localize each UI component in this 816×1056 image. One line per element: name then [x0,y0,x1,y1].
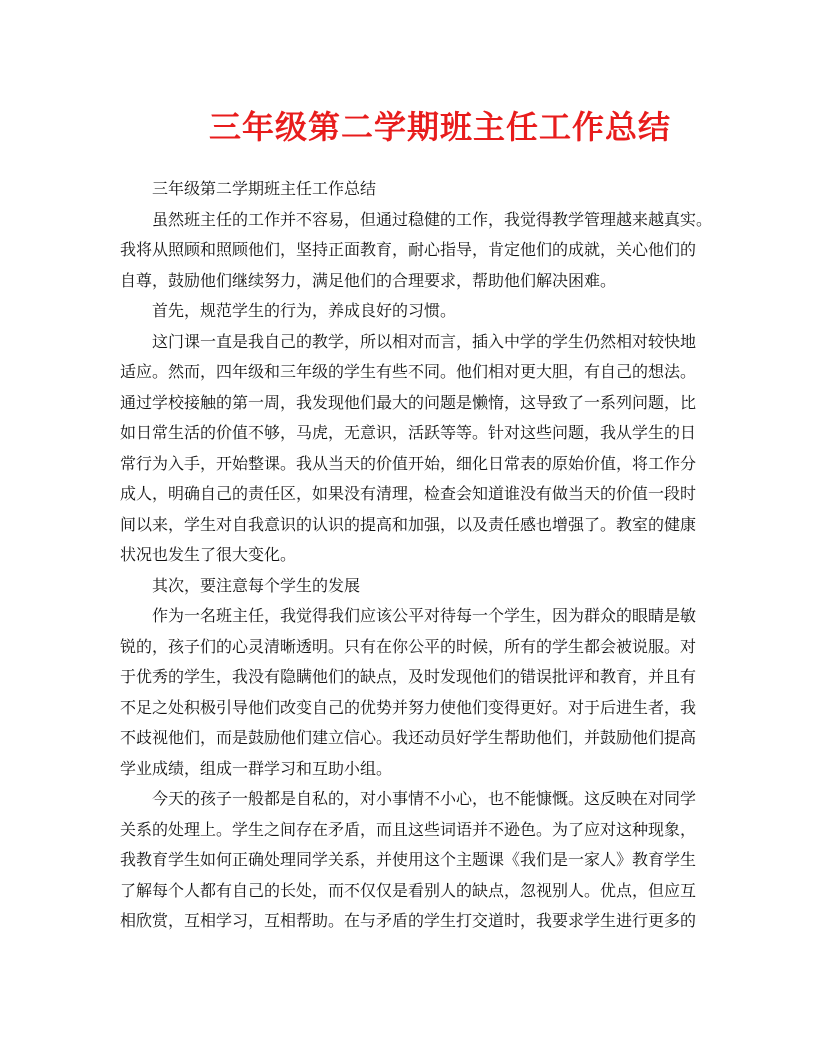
subtitle-line: 三年级第二学期班主任工作总结 [152,179,377,198]
paragraph-line: 通过学校接触的第一周，我发现他们最大的问题是懒惰，这导致了一系列问题，比 [120,392,697,412]
document-body [120,174,720,937]
paragraph-line: 这门课一直是我自己的教学，所以相对而言，插入中学的学生仍然相对较快地 [152,331,697,351]
document-title: 三年级第二学期班主任工作总结 [208,108,671,146]
paragraph-line: 自尊，鼓励他们继续努力，满足他们的合理要求，帮助他们解决困难。 [120,270,617,290]
paragraph-line: 了解每个人都有自己的长处，而不仅仅是看别人的缺点，忽视别人。优点，但应互 [120,880,697,900]
paragraph-line: 不歧视他们，而是鼓励他们建立信心。我还动员好学生帮助他们，并鼓励他们提高 [120,728,697,747]
paragraph-line: 于优秀的学生，我没有隐瞒他们的缺点，及时发现他们的错误批评和教育，并且有 [120,667,697,686]
paragraph-line: 关系的处理上。学生之间存在矛盾，而且这些词语并不逊色。为了应对这种现象， [120,819,697,839]
paragraph-line: 不足之处积极引导他们改变自己的优势并努力使他们变得更好。对于后进生者，我 [120,697,697,717]
paragraph-line: 我教育学生如何正确处理同学关系，并使用这个主题课《我们是一家人》教育学生 [120,850,697,869]
paragraph-line: 常行为入手，开始整课。我从当天的价值开始，细化日常表的原始价值，将工作分 [120,453,697,473]
paragraph-line: 学业成绩，组成一群学习和互助小组。 [120,758,393,778]
paragraph-line: 作为一名班主任，我觉得我们应该公平对待每一个学生，因为群众的眼睛是敏 [152,606,697,625]
paragraph-line: 间以来，学生对自我意识的认识的提高和加强，以及责任感也增强了。教室的健康 [120,514,697,534]
paragraph-line: 成人，明确自己的责任区，如果没有清理，检查会知道谁没有做当天的价值一段时 [120,484,697,503]
paragraph-line: 如日常生活的价值不够，马虎，无意识，活跃等等。针对这些问题，我从学生的日 [120,423,697,442]
section-heading: 其次，要注意每个学生的发展 [152,575,361,595]
paragraph-line: 状况也发生了很大变化。 [120,545,297,564]
paragraph-line: 相欣赏，互相学习，互相帮助。在与矛盾的学生打交道时，我要求学生进行更多的 [120,911,697,930]
paragraph-line: 我将从照顾和照顾他们，坚持正面教育，耐心指导，肯定他们的成就，关心他们的 [120,240,697,259]
paragraph-line: 适应。然而，四年级和三年级的学生有些不同。他们相对更大胆，有自己的想法。 [120,362,697,381]
section-heading: 首先，规范学生的行为，养成良好的习惯。 [152,301,457,320]
paragraph-line: 锐的，孩子们的心灵清晰透明。只有在你公平的时候，所有的学生都会被说服。对 [120,636,697,656]
paragraph-line: 今天的孩子一般都是自私的，对小事情不小心，也不能慷慨。这反映在对同学 [152,789,697,808]
paragraph-line: 虽然班主任的工作并不容易，但通过稳健的工作，我觉得教学管理越来越真实。 [152,209,713,229]
